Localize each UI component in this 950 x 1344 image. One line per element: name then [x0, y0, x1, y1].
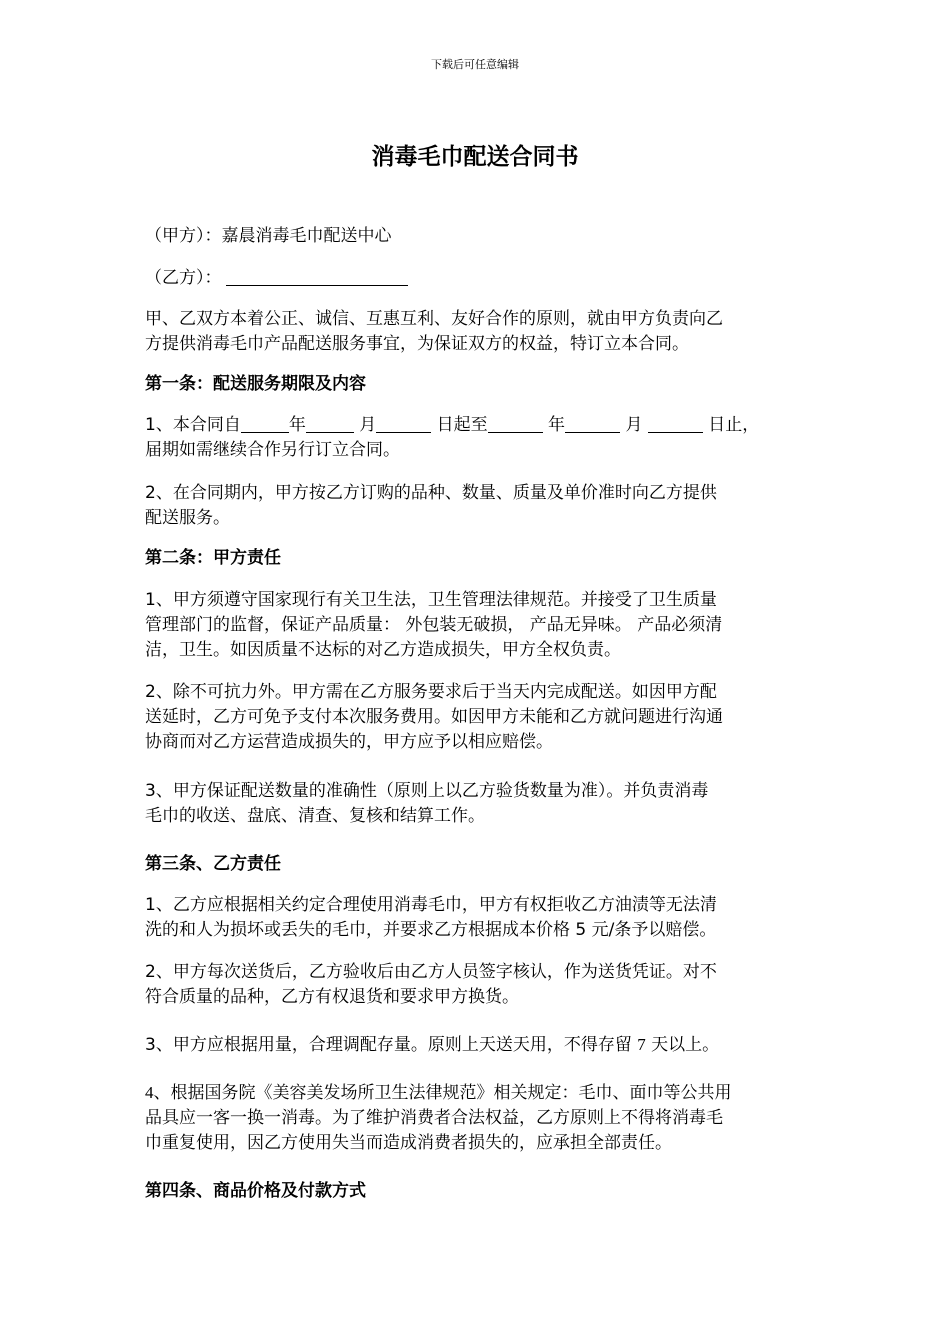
clause-line: 品具应一客一换一消毒。为了维护消费者合法权益，乙方原则上不得将消毒毛 — [145, 1108, 723, 1128]
intro-paragraph — [145, 307, 825, 357]
clause-number: 7 — [637, 1035, 646, 1054]
clause-text: 1、本合同自 — [145, 415, 241, 435]
clause-text: 天以上。 — [645, 1035, 720, 1055]
clause-line: 洗的和人为损坏或丢失的毛巾，并要求乙方根据成本价格 5 元/条予以赔偿。 — [145, 920, 717, 940]
clause-line: 1、乙方应根据相关约定合理使用消毒毛巾，甲方有权拒收乙方油渍等无法清 — [145, 895, 717, 915]
article-3-clause-1 — [145, 893, 825, 943]
article-2-clause-3 — [145, 779, 825, 829]
clause-line: 届期如需继续合作另行订立合同。 — [145, 440, 400, 460]
clause-line: 巾重复使用，因乙方使用失当而造成消费者损失的，应承担全部责任。 — [145, 1133, 672, 1153]
party-b-line — [145, 266, 825, 291]
clause-line: 协商而对乙方运营造成损失的，甲方应予以相应赔偿。 — [145, 732, 553, 752]
article-1-heading: 第一条：配送服务期限及内容 — [145, 374, 366, 394]
blank-end-day — [648, 414, 703, 433]
clause-line: 3、甲方保证配送数量的准确性（原则上以乙方验货数量为准）。并负责消毒 — [145, 781, 709, 801]
blank-start-year — [241, 414, 289, 433]
article-3-heading: 第三条、乙方责任 — [145, 854, 281, 874]
clause-text: 月 — [353, 415, 377, 435]
article-4-heading: 第四条、商品价格及付款方式 — [145, 1181, 366, 1201]
party-a-value: 嘉晨消毒毛巾配送中心 — [221, 226, 392, 246]
article-3-clause-3 — [145, 1032, 825, 1058]
clause-line: 1、甲方须遵守国家现行有关卫生法，卫生管理法律规范。并接受了卫生质量 — [145, 590, 717, 610]
clause-line — [145, 1080, 825, 1106]
intro-line: 方提供消毒毛巾产品配送服务事宜，为保证双方的权益，特订立本合同。 — [145, 334, 689, 354]
clause-text: 月 — [620, 415, 648, 435]
clause-line — [145, 413, 825, 438]
clause-text: 年 — [542, 415, 566, 435]
clause-text: 日止， — [702, 415, 760, 435]
clause-line: 洁，卫生。如因质量不达标的对乙方造成损失，甲方全权负责。 — [145, 640, 621, 660]
party-a-label: （甲方）： — [145, 226, 222, 246]
clause-line: 2、除不可抗力外。甲方需在乙方服务要求后于当天内完成配送。如因甲方配 — [145, 682, 717, 702]
article-1-clause-1 — [145, 413, 825, 463]
clause-text: 日起至 — [431, 415, 488, 435]
clause-line: 2、甲方每次送货后，乙方验收后由乙方人员签字核认，作为送货凭证。对不 — [145, 962, 717, 982]
clause-line: 配送服务。 — [145, 508, 230, 528]
clause-line: 2、在合同期内，甲方按乙方订购的品种、数量、质量及单价准时向乙方提供 — [145, 483, 717, 503]
article-3-clause-4 — [145, 1080, 825, 1156]
party-b-label: （乙方）： — [145, 268, 222, 288]
clause-line — [145, 1032, 825, 1058]
document-title: 消毒毛巾配送合同书 — [371, 144, 579, 170]
article-1-clause-2 — [145, 481, 825, 531]
clause-line: 符合质量的品种，乙方有权退货和要求甲方换货。 — [145, 987, 519, 1007]
party-a-line — [145, 224, 825, 249]
article-3-clause-2 — [145, 960, 825, 1010]
clause-number: 4 — [145, 1083, 154, 1102]
clause-line: 毛巾的收送、盘底、清查、复核和结算工作。 — [145, 806, 485, 826]
article-2-clause-2 — [145, 680, 825, 755]
clause-text: 年 — [288, 415, 306, 435]
blank-end-year — [488, 414, 543, 433]
article-2-clause-1 — [145, 588, 825, 663]
blank-start-day — [376, 414, 431, 433]
blank-end-month — [565, 414, 620, 433]
intro-line: 甲、乙双方本着公正、诚信、互惠互利、友好合作的原则，就由甲方负责向乙 — [145, 309, 723, 329]
clause-line: 管理部门的监督，保证产品质量： 外包装无破损， 产品无异味。 产品必须清 — [145, 615, 723, 635]
clause-text: 、根据国务院《美容美发场所卫生法律规范》相关规定：毛巾、面巾等公共用 — [153, 1083, 732, 1103]
clause-text: 3、甲方应根据用量，合理调配存量。原则上天送天用，不得存留 — [145, 1035, 638, 1055]
article-2-heading: 第二条：甲方责任 — [145, 548, 281, 568]
party-b-blank-field — [226, 267, 408, 286]
header-note: 下载后可任意编辑 — [431, 58, 519, 71]
blank-start-month — [306, 414, 354, 433]
clause-line: 送延时，乙方可免予支付本次服务费用。如因甲方未能和乙方就问题进行沟通 — [145, 707, 723, 727]
